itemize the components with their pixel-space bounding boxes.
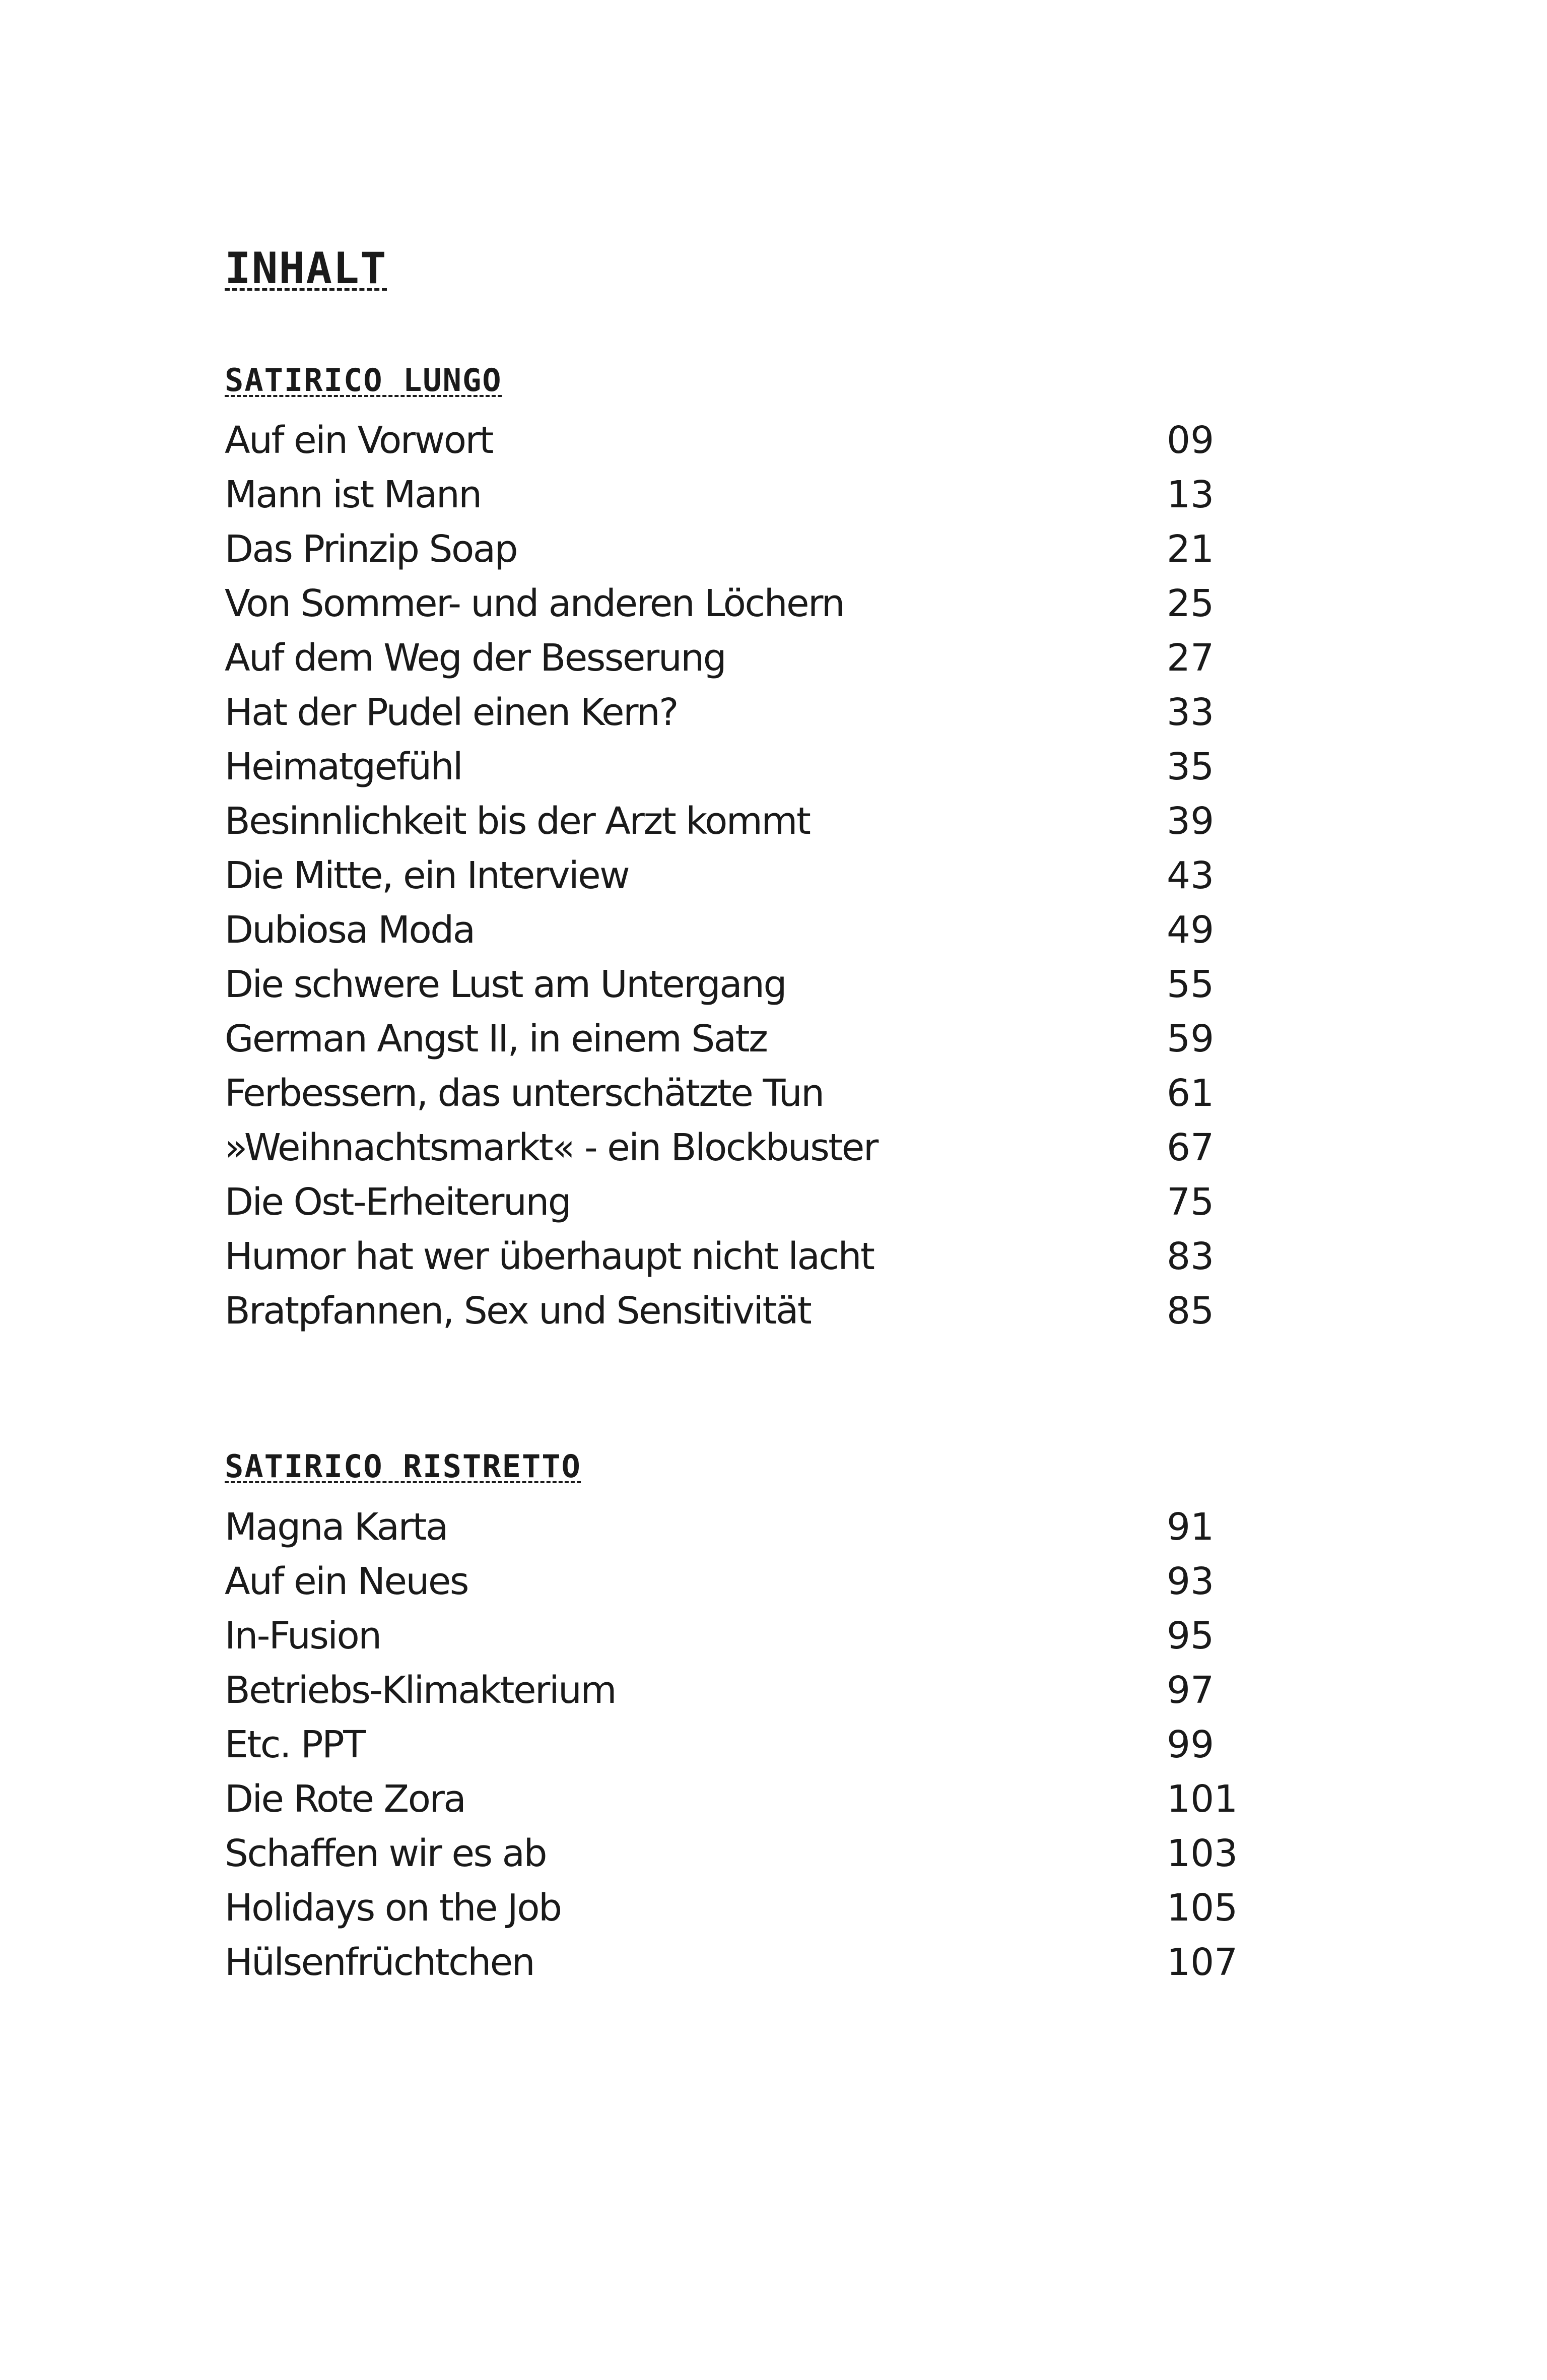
toc-entry bbox=[225, 522, 1242, 576]
toc-entry bbox=[225, 794, 1242, 848]
toc-entry-page-number: 21 bbox=[1167, 527, 1215, 571]
toc-entry-title: Ferbessern, das unterschätzte Tun bbox=[225, 1072, 824, 1115]
toc-entry-title: Etc. PPT bbox=[225, 1723, 365, 1766]
toc-entry-page-number: 105 bbox=[1167, 1886, 1238, 1930]
toc-entry-title: In-Fusion bbox=[225, 1614, 381, 1658]
toc-entry bbox=[225, 1229, 1242, 1284]
toc-entry-title: Betriebs-Klimakterium bbox=[225, 1669, 616, 1712]
toc-entry-page-number: 83 bbox=[1167, 1235, 1215, 1278]
toc-entry-page-number: 55 bbox=[1167, 963, 1215, 1006]
toc-entry bbox=[225, 1772, 1242, 1826]
toc-entry-title: Die schwere Lust am Untergang bbox=[225, 963, 786, 1006]
toc-entry bbox=[225, 685, 1242, 740]
toc-entry-page-number: 13 bbox=[1167, 473, 1215, 516]
toc-entry bbox=[225, 1284, 1242, 1338]
toc-entry-title: Hülsenfrüchtchen bbox=[225, 1941, 534, 1984]
toc-list-satirico-ristretto bbox=[225, 1500, 1242, 1990]
toc-entry-page-number: 91 bbox=[1167, 1505, 1215, 1549]
toc-entry-page-number: 33 bbox=[1167, 691, 1215, 734]
section-heading-satirico-ristretto: SATIRICO RISTRETTO bbox=[225, 1448, 581, 1485]
toc-entry-title: Auf ein Neues bbox=[225, 1560, 468, 1603]
toc-entry-page-number: 59 bbox=[1167, 1017, 1215, 1061]
toc-entry bbox=[225, 468, 1242, 522]
toc-entry-title: Von Sommer- und anderen Löchern bbox=[225, 582, 844, 625]
toc-entry bbox=[225, 903, 1242, 957]
toc-entry-title: Das Prinzip Soap bbox=[225, 527, 517, 571]
toc-entry-title: Die Mitte, ein Interview bbox=[225, 854, 629, 897]
toc-entry bbox=[225, 1717, 1242, 1772]
toc-entry-title: Schaffen wir es ab bbox=[225, 1832, 546, 1875]
toc-entry bbox=[225, 1609, 1242, 1663]
toc-entry-page-number: 99 bbox=[1167, 1723, 1215, 1766]
toc-entry-title: Bratpfannen, Sex und Sensitivität bbox=[225, 1289, 811, 1333]
toc-entry-page-number: 107 bbox=[1167, 1941, 1238, 1984]
toc-entry-title: Mann ist Mann bbox=[225, 473, 481, 516]
toc-entry-title: Holidays on the Job bbox=[225, 1886, 561, 1930]
toc-entry bbox=[225, 1826, 1242, 1881]
toc-entry-page-number: 101 bbox=[1167, 1777, 1238, 1821]
toc-entry-page-number: 93 bbox=[1167, 1560, 1215, 1603]
toc-entry-title: Auf ein Vorwort bbox=[225, 419, 493, 462]
toc-entry bbox=[225, 576, 1242, 631]
toc-entry-title: Dubiosa Moda bbox=[225, 908, 475, 952]
toc-entry-page-number: 85 bbox=[1167, 1289, 1215, 1333]
toc-entry-title: Magna Karta bbox=[225, 1505, 447, 1549]
toc-entry bbox=[225, 848, 1242, 903]
toc-entry-page-number: 25 bbox=[1167, 582, 1215, 625]
toc-entry-page-number: 95 bbox=[1167, 1614, 1215, 1658]
toc-entry-page-number: 09 bbox=[1167, 419, 1215, 462]
toc-entry-page-number: 49 bbox=[1167, 908, 1215, 952]
toc-entry bbox=[225, 1554, 1242, 1609]
toc-entry-title: Die Rote Zora bbox=[225, 1777, 465, 1821]
toc-entry bbox=[225, 631, 1242, 685]
toc-entry-page-number: 43 bbox=[1167, 854, 1215, 897]
toc-entry-page-number: 27 bbox=[1167, 636, 1215, 680]
toc-entry-page-number: 61 bbox=[1167, 1072, 1215, 1115]
toc-entry-page-number: 67 bbox=[1167, 1126, 1215, 1169]
toc-entry-page-number: 103 bbox=[1167, 1832, 1238, 1875]
toc-entry-page-number: 39 bbox=[1167, 800, 1215, 843]
toc-list-satirico-lungo bbox=[225, 413, 1242, 1338]
toc-entry-page-number: 75 bbox=[1167, 1180, 1215, 1224]
toc-entry-page-number: 97 bbox=[1167, 1669, 1215, 1712]
toc-entry-title: Die Ost-Erheiterung bbox=[225, 1180, 571, 1224]
toc-entry bbox=[225, 1935, 1242, 1990]
toc-entry bbox=[225, 957, 1242, 1012]
toc-entry bbox=[225, 1663, 1242, 1717]
toc-entry-title: Hat der Pudel einen Kern? bbox=[225, 691, 678, 734]
toc-entry bbox=[225, 1175, 1242, 1229]
toc-entry-title: German Angst II, in einem Satz bbox=[225, 1017, 767, 1061]
page-title: INHALT bbox=[225, 243, 387, 294]
toc-entry bbox=[225, 740, 1242, 794]
toc-entry-title: Humor hat wer überhaupt nicht lacht bbox=[225, 1235, 874, 1278]
toc-entry bbox=[225, 1066, 1242, 1120]
toc-entry bbox=[225, 1881, 1242, 1935]
toc-entry-title: Besinnlichkeit bis der Arzt kommt bbox=[225, 800, 810, 843]
toc-entry-title: Heimatgefühl bbox=[225, 745, 462, 788]
toc-entry bbox=[225, 1012, 1242, 1066]
toc-entry-title: Auf dem Weg der Besserung bbox=[225, 636, 726, 680]
toc-entry-page-number: 35 bbox=[1167, 745, 1215, 788]
section-heading-satirico-lungo: SATIRICO LUNGO bbox=[225, 362, 502, 399]
toc-entry bbox=[225, 1500, 1242, 1554]
toc-entry bbox=[225, 413, 1242, 468]
toc-entry bbox=[225, 1120, 1242, 1175]
toc-entry-title: »Weihnachtsmarkt« - ein Blockbuster bbox=[225, 1126, 878, 1169]
